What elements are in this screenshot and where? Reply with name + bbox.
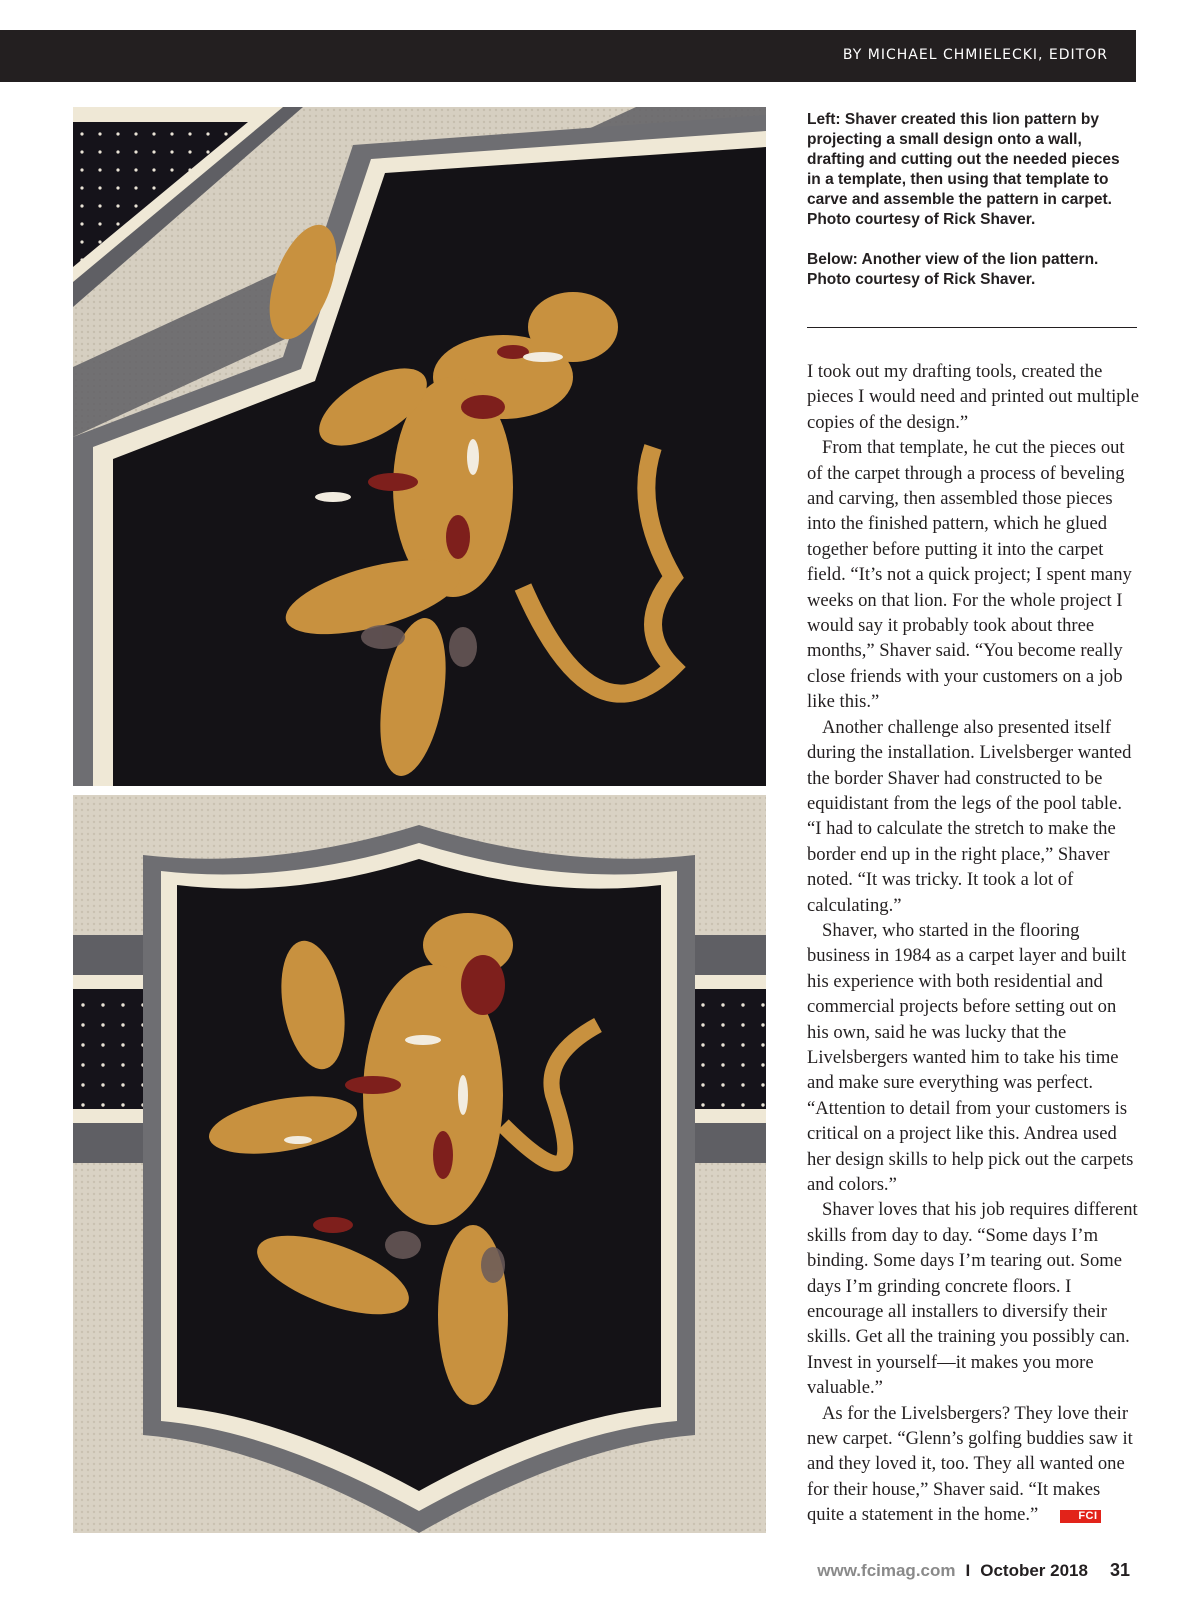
article-paragraph-1: I took out my drafting tools, created the pieces I would need and printed out multiple copies of the design.” — [807, 361, 1140, 433]
article-paragraph-2: From that template, he cut the pieces out of the carpet through a process of beveling and carving, then assembled those pieces into the finished pattern, which he glued together before putting it into the carpet field. “It’s not a quick project; I spent many weeks on that lion. For the whole project I would say it probably took about three months,” Shaver said. “You become really close friends with your customers on a job like this.” — [807, 437, 1132, 713]
byline: BY MICHAEL CHMIELECKI, EDITOR — [842, 47, 1108, 63]
article-paragraph-4: Shaver, who started in the flooring business in 1984 as a carpet layer and built his experience with both residential and commercial projects before setting out on his own, said he was lucky that the Livelsbergers wanted him to take his time and make sure everything was perfect. “Attention to detail from your customers is critical on a project like this. Andrea used her design skills to help pick out the carpets and colors.” — [807, 919, 1134, 1195]
caption-left-photo: Left: Shaver created this lion pattern by projecting a small design onto a wall, drafting and cutting out the needed pieces in a template, then using that template to carve and assemble the pattern in carpet. Photo courtesy of Rick Shaver. — [807, 111, 1120, 228]
photo-captions — [807, 110, 1137, 310]
page-number: 31 — [1109, 1560, 1130, 1580]
lion-carpet-front-image — [73, 795, 766, 1533]
caption-below-photo: Below: Another view of the lion pattern. Photo courtesy of Rick Shaver. — [807, 251, 1099, 288]
lion-carpet-angled-image — [73, 107, 766, 786]
article-paragraph-6 — [807, 1401, 1140, 1528]
article-body — [807, 359, 1140, 1528]
footer-issue: October 2018 — [980, 1561, 1088, 1580]
footer-url: www.fcimag.com — [817, 1561, 956, 1580]
page-footer — [817, 1560, 1130, 1581]
article-paragraph-3: Another challenge also presented itself during the installation. Livelsberger wanted the border Shaver had constructed to be equidistant from the legs of the pool table. “I had to calculate the stretch to make the border end up in the right place,” Shaver noted. “It was tricky. It took a lot of calculating.” — [807, 716, 1132, 916]
footer-separator: I — [965, 1561, 971, 1580]
lion-carpet-photo-angled — [73, 107, 766, 786]
caption-divider — [807, 327, 1137, 328]
fci-end-mark-logo: FCI — [1060, 1510, 1100, 1523]
article-paragraph-6-text: As for the Livelsbergers? They love their new carpet. “Glenn’s golfing buddies saw it and they loved it, too. They all wanted one for their house,” Shaver said. “It makes quite a statement in the home.” — [807, 1402, 1133, 1526]
article-paragraph-5: Shaver loves that his job requires different skills from day to day. “Some days I’m binding. Some days I’m tearing out. Some days I’m grinding concrete floors. I encourage all installers to diversify their skills. Get all the training you possibly can. Invest in yourself—it makes you more valuable.” — [807, 1199, 1138, 1399]
header-bar — [0, 30, 1136, 82]
lion-carpet-photo-front — [73, 795, 766, 1533]
